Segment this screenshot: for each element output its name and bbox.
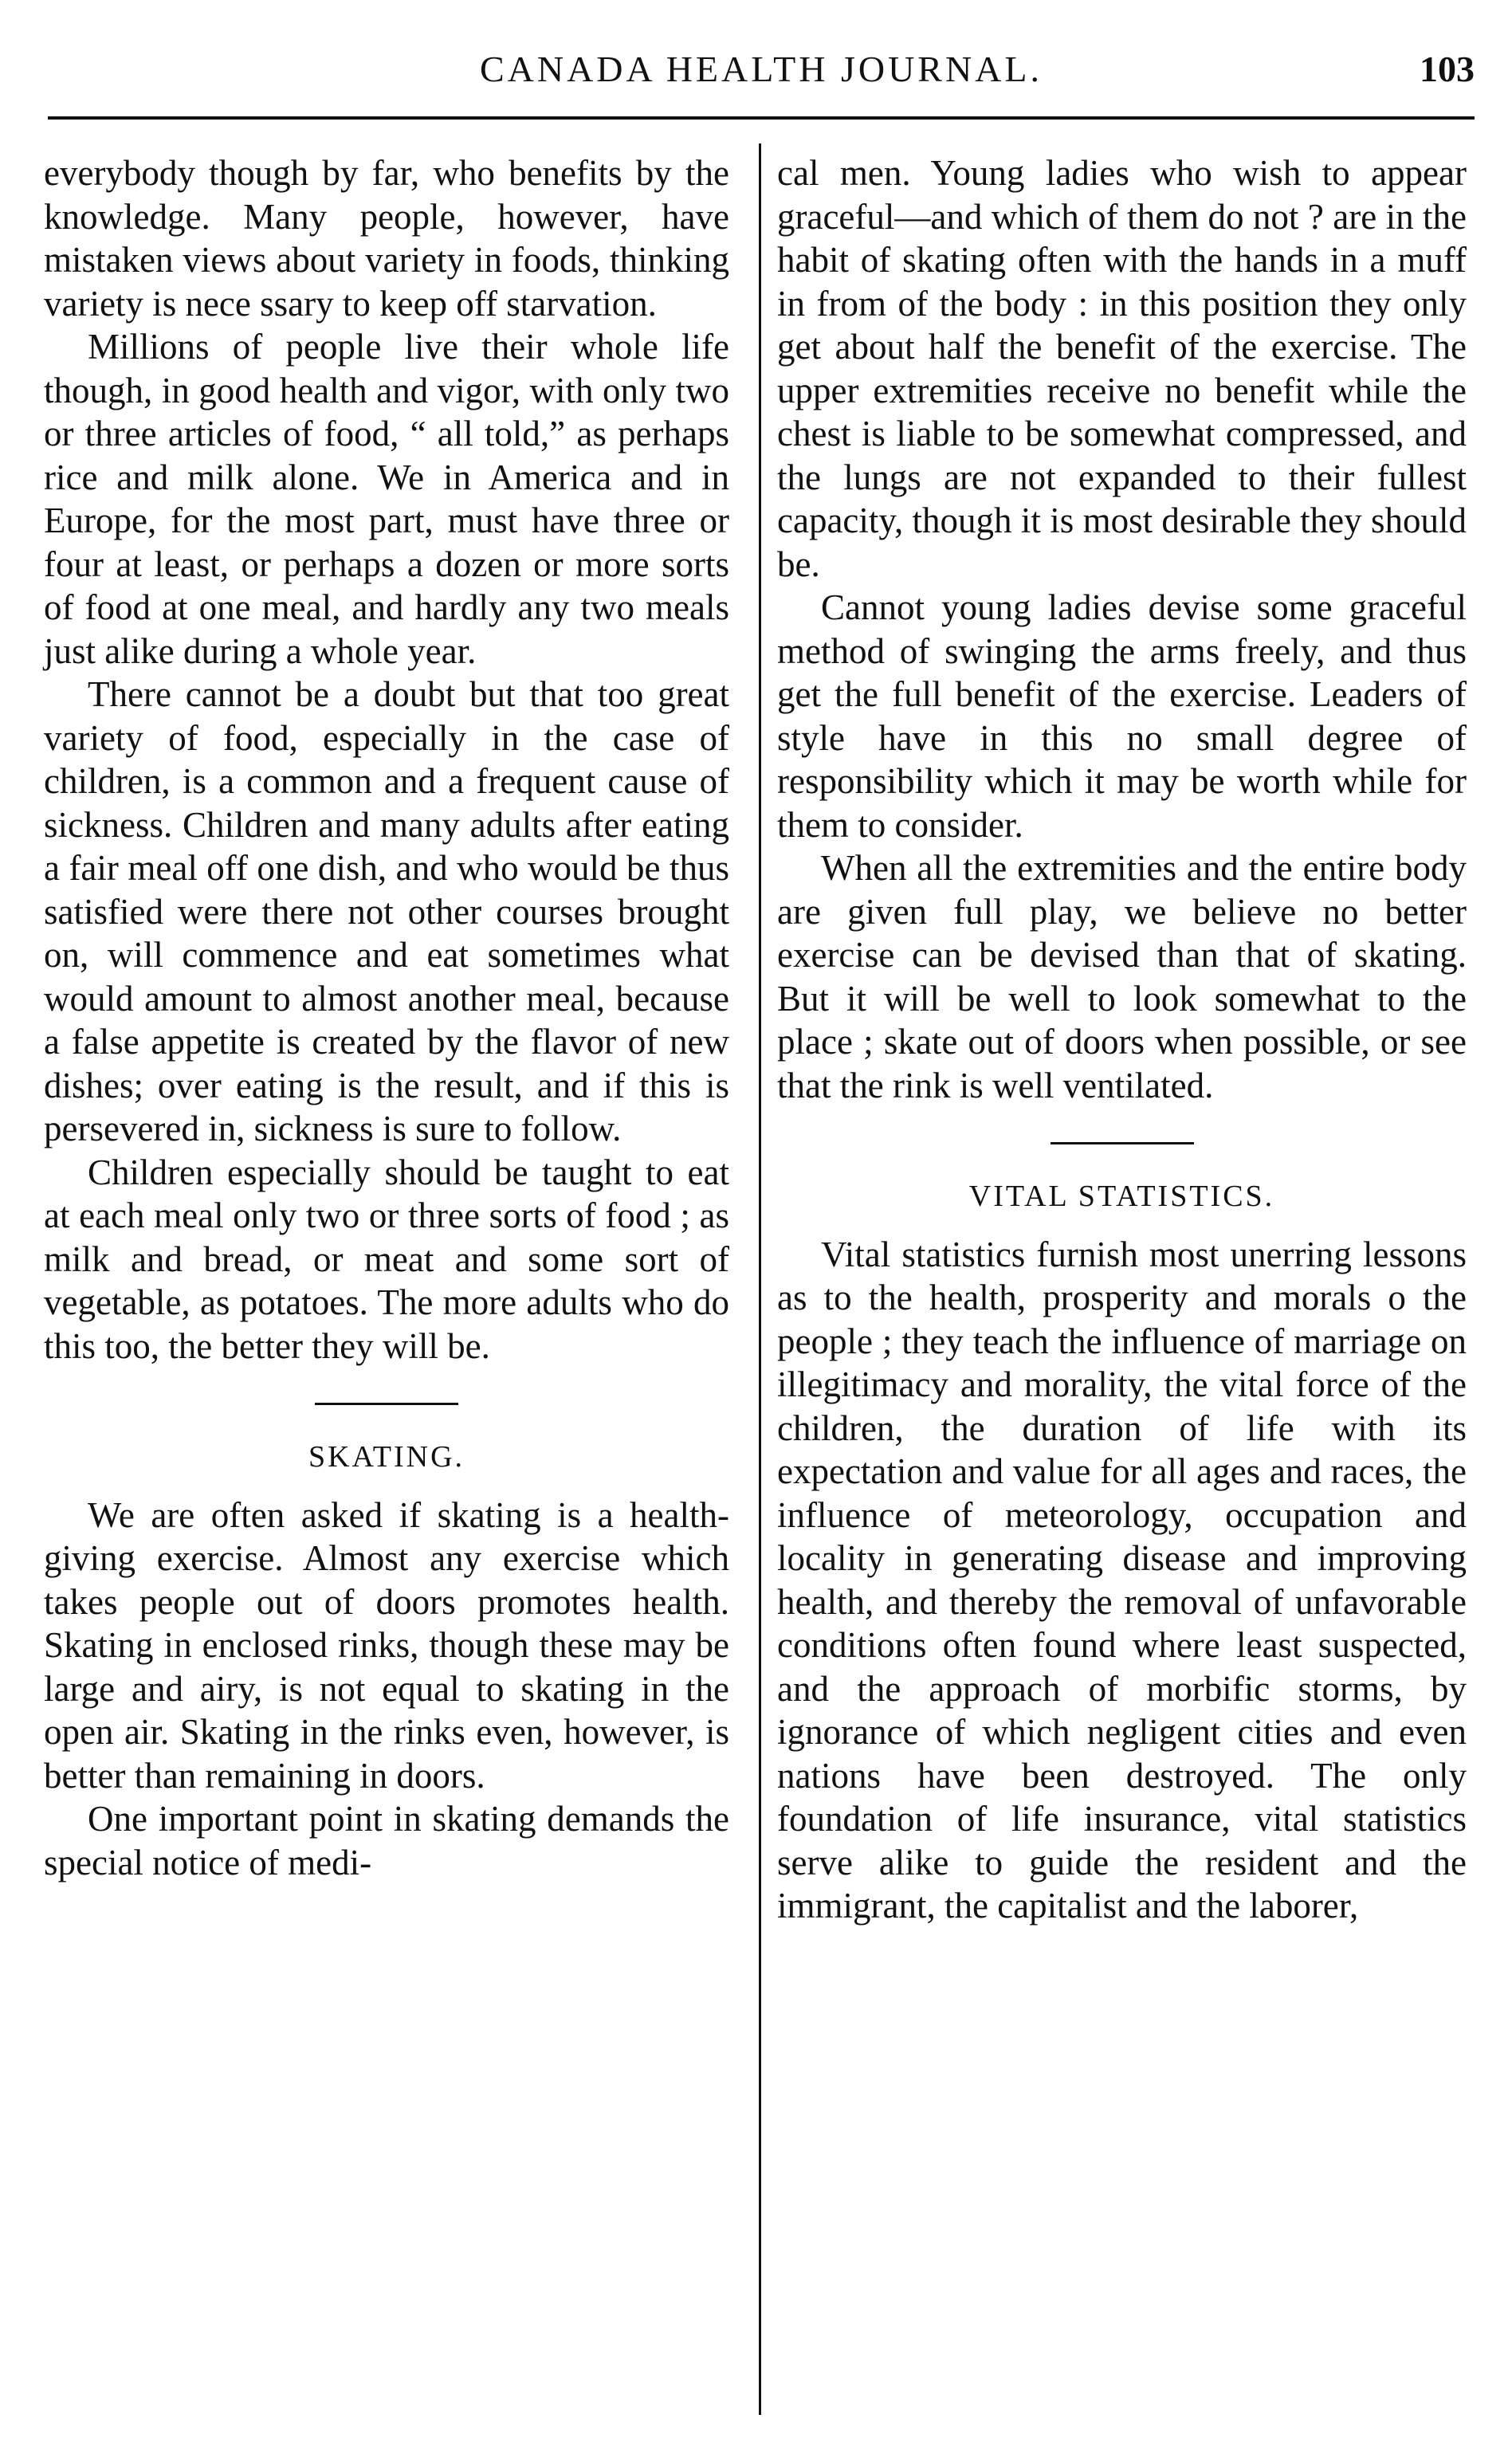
- paragraph: Millions of people live their whole life though, in good health and vigor, with only two or three articles of food, “ all told,” as perhaps rice and milk alone. We in America and in Europe, for the most part, must have three or four at least, or perhaps a dozen or more sorts of food at one meal, and hardly any two meals just alike during a whole year.: [44, 327, 729, 671]
- paragraph: When all the extremities and the entire body are given full play, we believe no better exercise can be devised than that of skating. But it will be well to look somewhat to the place ; skate out of doors when possible, or see that the rink is well ventilated.: [777, 848, 1467, 1105]
- paragraph: cal men. Young ladies who wish to appear graceful—and which of them do not ? are in the habit of skating often with the hands in a muff in from of the body : in this position they only get about half the benefit of the exercise. The upper extremities receive no benefit while the chest is liable to be somewhat compressed, and the lungs are not expanded to their fullest capacity, though it is most desirable they should be.: [777, 153, 1467, 584]
- section-rule: [1051, 1142, 1194, 1144]
- paragraph: Cannot young ladies devise some graceful method of swinging the arms freely, and thus get the full benefit of the exercise. Leaders of style have in this no small degree of responsibility which it may be worth while for them to consider.: [777, 587, 1467, 845]
- paragraph: Vital statistics furnish most unerring lessons as to the health, prosperity and morals o the people ; they teach the influence of marriage on illegitimacy and morality, the vital force of the children, the duration of life with its expectation and value for all ages and races, the influence of meteorology, occupation and locality in generating disease and improving health, and thereby the removal of unfavorable conditions often found where least suspected, and the approach of morbific storms, by ignorance of which negligent cities and even nations have been destroyed. The only foundation of life insurance, vital statistics serve alike to guide the resident and the immigrant, the capitalist and the laborer,: [777, 1234, 1467, 1926]
- right-column: [777, 151, 1467, 1928]
- paragraph: everybody though by far, who benefits by the knowledge. Many people, however, have mistaken views about variety in foods, thinking variety is nece ssary to keep off starvation.: [44, 153, 729, 324]
- page-number: 103: [1420, 49, 1475, 89]
- section-heading-skating: SKATING.: [308, 1440, 465, 1474]
- column-divider: [759, 143, 761, 2415]
- section-heading-vital-statistics: VITAL STATISTICS.: [968, 1180, 1275, 1213]
- header-rule: [48, 116, 1475, 120]
- paragraph: One important point in skating demands the special notice of medi-: [44, 1799, 729, 1882]
- left-column: [44, 151, 729, 1884]
- paragraph: Children especially should be taught to eat at each meal only two or three sorts of food ; as milk and bread, or meat and some sort of vegetable, as potatoes. The more adults who do this too, the better they will be.: [44, 1152, 729, 1366]
- section-rule: [315, 1403, 458, 1405]
- paragraph: There cannot be a doubt but that too great variety of food, especially in the case of children, is a common and a frequent cause of sickness. Children and many adults after eating a fair meal off one dish, and who would be thus satisfied were there not other courses brought on, will commence and eat sometimes what would amount to almost another meal, because a false appetite is created by the flavor of new dishes; over eating is the result, and if this is persevered in, sickness is sure to follow.: [44, 674, 729, 1148]
- page-header: [48, 48, 1475, 112]
- paragraph: We are often asked if skating is a health-giving exercise. Almost any exercise which takes people out of doors promotes health. Skating in enclosed rinks, though these may be large and airy, is not equal to skating in the open air. Skating in the rinks even, however, is better than remaining in doors.: [44, 1494, 729, 1796]
- journal-title: CANADA HEALTH JOURNAL.: [479, 49, 1043, 89]
